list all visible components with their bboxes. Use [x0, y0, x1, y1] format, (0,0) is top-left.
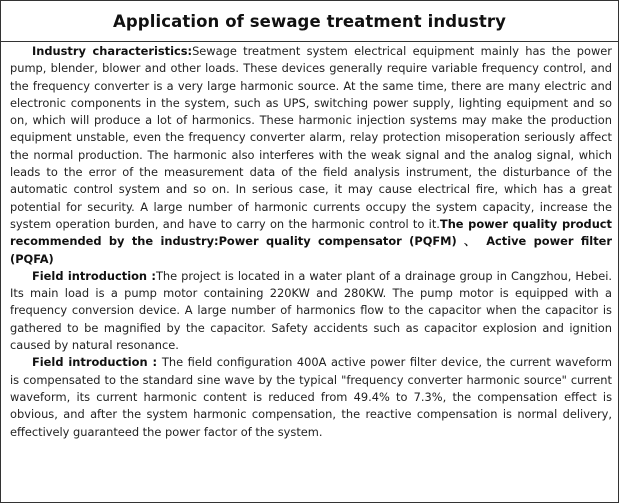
field-intro-paragraph-2 — [10, 354, 612, 440]
industry-label: Industry characteristics: — [32, 44, 193, 58]
industry-text: Sewage treatment system electrical equipment mainly has the power pump, blender, blower and other loads. These devices generally require variable frequency control, and the frequency converter is a very large harmonic source. At the same time, there are many electric and electronic components in the system, such as UPS, switching power supply, lighting equipment and so on, which will produce a lot of harmonics. These harmonic injection systems may make the production equipment unstable, even the frequency converter alarm, relay protection misoperation seriously affect the normal production. The harmonic also interferes with the weak signal and the analog signal, which leads to the error of the measurement data of the field analysis instrument, the disturbance of the automatic control system and so on. In serious case, it may cause electrical fire, which has a great potential for security. A large number of harmonic currents occupy the system capacity, increase the system operation burden, and have to carry on the harmonic control to it. — [10, 44, 612, 231]
field-intro-label-1: Field introduction : — [32, 268, 156, 283]
field-intro-text-1: The project is located in a water plant of a drainage group in Cangzhou, Hebei. Its main load is a pump motor containing 220KW and 280KW. The pump motor is equipped with a frequency conversion device. A large number of harmonics flow to the capacitor when the capacitor is gathered to be magnified by the capacitor. Safety accidents such as capacitor explosion and ignition caused by natural resonance. — [10, 268, 613, 353]
recommended-products: The power quality product recommended by the industry:Power quality compensator (PQFM) 、 Active power filter (PQFA) — [10, 216, 612, 266]
document-body — [10, 43, 612, 441]
page-title: Application of sewage treatment industry — [113, 11, 506, 31]
field-intro-text-2: The field configuration 400A active power filter device, the current waveform is compensated to the standard sine wave by the typical "frequency converter harmonic source" current waveform, its current harmonic content is reduced from 49.4% to 7.3%, the compensation effect is obvious, and after the system harmonic compensation, the reactive compensation is normal delivery, effectively guaranteed the power factor of the system. — [10, 355, 612, 439]
industry-paragraph — [10, 43, 612, 268]
field-intro-label-2: Field introduction : — [32, 355, 162, 370]
title-row — [1, 1, 618, 42]
field-intro-paragraph-1 — [10, 268, 612, 354]
